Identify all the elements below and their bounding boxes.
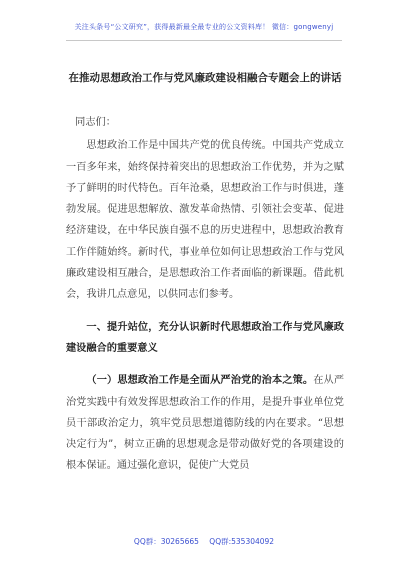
subsection-paragraph [66, 370, 344, 476]
footer-contact [0, 536, 408, 547]
header-promo-text: 关注头条号“公文研究”，获得最新最全最专业的公文资料库！ 微信：gongwenyj [74, 23, 334, 31]
salutation: 同志们： [75, 117, 116, 128]
footer-qq-group-2: QQ群:535304092 [209, 537, 275, 546]
header-divider [66, 40, 342, 41]
subsection-heading: （一）思想政治工作是全面从严治党的治本之策。 [86, 374, 314, 387]
document-title: 在推动思想政治工作与党风廉政建设相融合专题会上的讲话 [68, 72, 342, 84]
intro-paragraph: 思想政治工作是中国共产党的优良传统。中国共产党成立一百多年来，始终保持着突出的思想政治工作优势，并为之赋予了鲜明的时代特色。百年沧桑，思想政治工作与时俱进，蓬勃发展。促进思想解放、激发革命热情、引领社会变革、促进经济建设，在中华民族自强不息的历史进程中，思想政治教育工作伴随始终。新时代，事业单位如何让思想政治工作与党风廉政建设相互融合，是思想政治工作者面临的新课题。借此机会，我讲几点意见，以供同志们参考。 [66, 140, 344, 301]
section-heading: 一、提升站位，充分认识新时代思想政治工作与党风廉政建设融合的重要意义 [66, 320, 344, 354]
subsection-text: 在从严治党实践中有效发挥思想政治工作的作用，是提升事业单位党员干部政治定力，筑牢党员思想道德防线的内在要求。“思想决定行为”，树立正确的思想观念是带动做好党的各项建设的根本保证。通过强化意识，促使广大党员 [66, 375, 345, 472]
footer-qq-group-1: QQ群：30265665 [133, 537, 199, 546]
document-body [66, 112, 344, 477]
